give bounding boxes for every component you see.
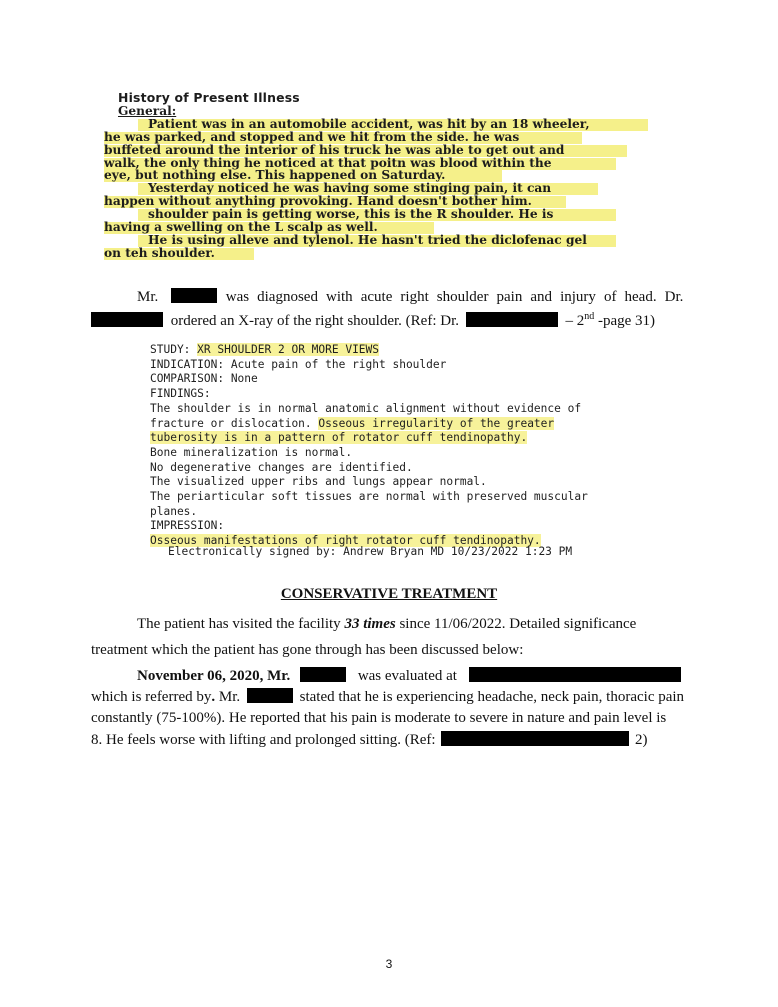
redaction [469,667,681,682]
report-line: planes. [150,504,198,518]
text-ref-page: – 2nd -page 31) [565,311,656,329]
visits-paragraph-line-1: The patient has visited the facility 33 times since 11/06/2022. Detailed significance [137,616,637,632]
evaluation-date: November 06, 2020, Mr. [137,668,291,684]
report-line: STUDY: XR SHOULDER 2 OR MORE VIEWS [150,343,380,356]
x-ray-paragraph-line-1 [137,286,683,308]
hpi-scan-image [104,92,649,270]
report-line: The visualized upper ribs and lungs appear normal. [150,475,487,489]
visits-paragraph-line-2: treatment which the patient has gone through has been discussed below: [91,642,524,658]
hpi-line: on teh shoulder. [104,247,649,260]
evaluation-paragraph-line-4: 8. He feels worse with lifting and prolonged sitting. (Ref: 2) [91,732,648,748]
report-line: fracture or dislocation. Osseous irregularity of the greater [150,416,555,430]
redaction [466,312,558,327]
hpi-line: he was parked, and stopped and we hit from the side. he was [104,131,649,144]
hpi-title: History of Present Illness [118,90,300,105]
report-line: No degenerative changes are identified. [150,460,413,474]
xray-report-scan-image [150,343,686,559]
redaction [300,667,346,682]
report-line: IMPRESSION: [150,519,225,533]
report-line: tuberosity is in a pattern of rotator cuff tendinopathy. [150,431,528,445]
report-line: COMPARISON: None [150,372,258,386]
hpi-line: Patient was in an automobile accident, was hit by an 18 wheeler, [148,118,649,131]
report-line: Osseous manifestations of right rotator cuff tendinopathy. [150,534,541,548]
redaction [91,312,163,327]
text-diagnosed: was diagnosed with acute right shoulder pain and injury of head. Dr. [225,289,684,305]
hpi-line: buffeted around the interior of his truck he was able to get out and [104,144,649,157]
section-heading: CONSERVATIVE TREATMENT [280,586,498,602]
redaction [247,688,293,703]
report-line: The shoulder is in normal anatomic alignment without evidence of [150,401,582,415]
evaluation-paragraph-line-2: which is referred by. Mr. stated that he is experiencing headache, neck pain, thoracic pain [91,689,685,705]
hpi-line: shoulder pain is getting worse, this is the R shoulder. He is [148,208,649,221]
redaction [441,731,629,746]
evaluation-paragraph-line-1: November 06, 2020, Mr. was evaluated at [137,665,681,687]
x-ray-paragraph-line-2 [91,306,655,332]
hpi-line: having a swelling on the L scalp as well. [104,221,649,234]
hpi-line: eye, but nothing else. This happened on Saturday. [104,169,649,182]
hpi-general-label: General: [118,103,177,118]
hpi-line: Yesterday noticed he was having some stinging pain, it can [148,182,649,195]
visit-count: 33 times [344,616,396,632]
evaluation-paragraph-line-3: constantly (75-100%). He reported that his pain is moderate to severe in nature and pain level is [91,710,667,726]
hpi-line: happen without anything provoking. Hand doesn't bother him. [104,195,649,208]
report-line: The periarticular soft tissues are normal with preserved muscular [150,490,588,504]
report-line: Bone mineralization is normal. [150,445,353,459]
hpi-line: He is using alleve and tylenol. He hasn't tried the diclofenac gel [148,234,649,247]
report-line: INDICATION: Acute pain of the right shoulder [150,357,447,371]
hpi-line: walk, the only thing he noticed at that poitn was blood within the [104,157,649,170]
redaction [171,288,217,303]
page-number: 3 [385,957,393,971]
report-line: FINDINGS: [150,387,211,401]
text-mr: Mr. [137,289,159,305]
text-ordered: ordered an X-ray of the right shoulder. (Ref: Dr. [170,313,459,329]
report-cut-off-line: Electronically signed by: Andrew Bryan MD 10/23/2022 1:23 PM [168,545,573,558]
